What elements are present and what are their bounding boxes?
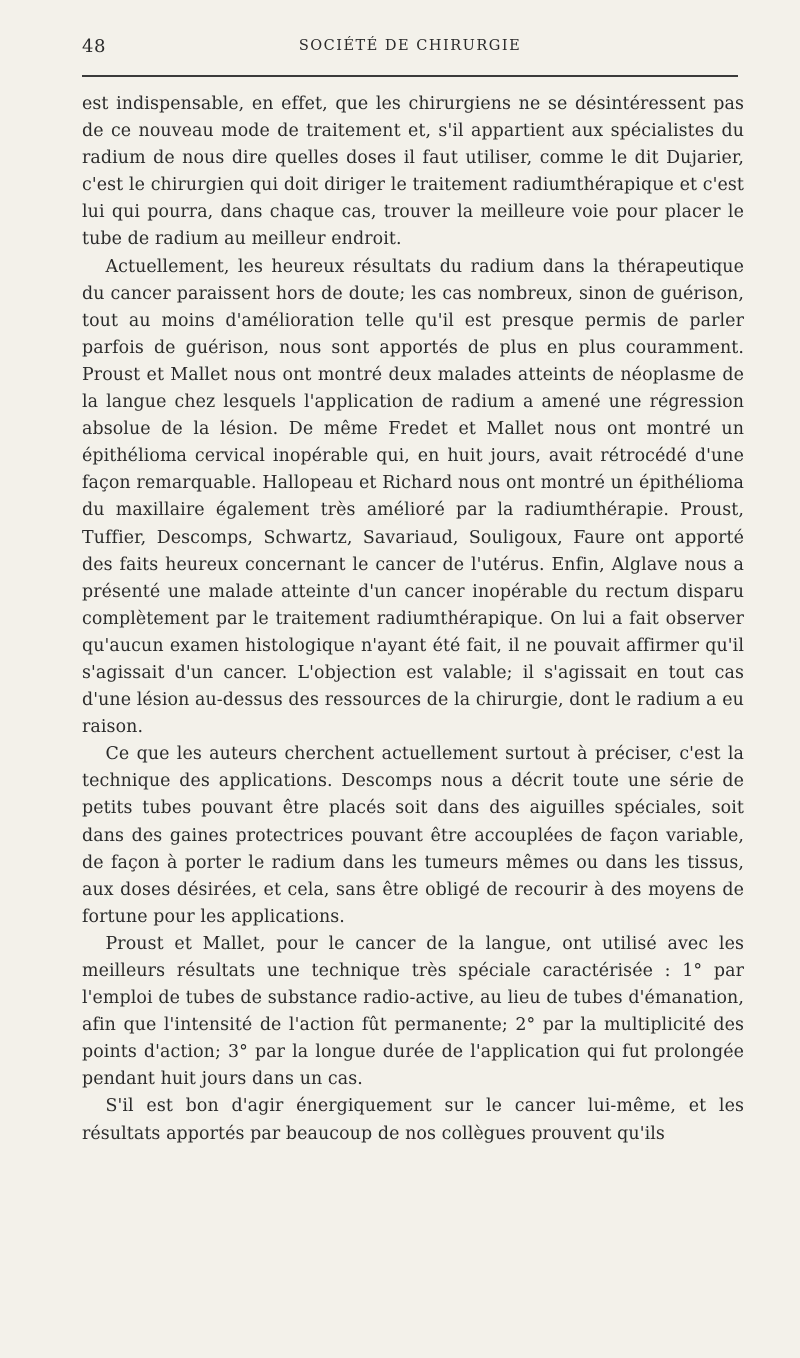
paragraph: Ce que les auteurs cherchent actuellement surtout à préciser, c'est la technique des applications. Descomps nous a décrit toute une série de petits tubes pouvant être placés soit dans des aiguilles spéciales, soit dans des gaines protectrices pouvant être accouplées de façon variable, de façon à porter le radium dans les tumeurs mêmes ou dans les tissus, aux doses désirées, et cela, sans être obligé de recourir à des moyens de fortune pour les applications. (82, 744, 744, 927)
page-header (82, 36, 738, 58)
paragraph: Proust et Mallet, pour le cancer de la langue, ont utilisé avec les meilleurs résultats une technique très spéciale caractérisée : 1° par l'emploi de tubes de substance radio-active, au lieu de tubes d'émanation, afin que l'intensité de l'action fût permanente; 2° par la multiplicité des points d'action; 3° par la longue durée de l'application qui fut prolongée pendant huit jours dans un cas. (82, 933, 744, 1090)
running-title: SOCIÉTÉ DE CHIRURGIE (298, 38, 522, 54)
paragraph: S'il est bon d'agir énergiquement sur le cancer lui-même, et les résultats apportés par beaucoup de nos collègues prouvent qu'ils (82, 1096, 744, 1144)
body-text (82, 91, 744, 1148)
paragraph: Actuellement, les heureux résultats du radium dans la thérapeutique du cancer paraissent hors de doute; les cas nombreux, sinon de guérison, tout au moins d'amélioration telle qu'il est presque permis de parler parfois de guérison, nous sont apportés de plus en plus couramment. Proust et Mallet nous ont montré deux malades atteints de néoplasme de la langue chez lesquels l'application de radium a amené une régression absolue de la lésion. De même Fredet et Mallet nous ont montré un épithélioma cervical inopérable qui, en huit jours, avait rétrocédé d'une façon remarquable. Hallopeau et Richard nous ont montré un épithélioma du maxillaire également très amélioré par la radiumthérapie. Proust, Tuffier, Descomps, Schwartz, Savariaud, Souligoux, Faure ont apporté des faits heureux concernant le cancer de l'utérus. Enfin, Alglave nous a présenté une malade atteinte d'un cancer inopérable du rectum disparu complètement par le traitement radiumthérapique. On lui a fait observer qu'aucun examen histologique n'ayant été fait, il ne pouvait affirmer qu'il s'agissait d'un cancer. L'objection est valable; il s'agissait en tout cas d'une lésion au-dessus des ressources de la chirurgie, dont le radium a eu raison. (82, 256, 744, 738)
page-number: 48 (82, 36, 106, 57)
paragraph-continued: est indispensable, en effet, que les chirurgiens ne se désintéressent pas de ce nouveau mode de traitement et, s'il appartient aux spécialistes du radium de nous dire quelles doses il faut utiliser, comme le dit Dujarier, c'est le chirurgien qui doit diriger le traitement radiumthérapique et c'est lui qui pourra, dans chaque cas, trouver la meilleure voie pour placer le tube de radium au meilleur endroit. (82, 94, 744, 250)
header-rule (82, 75, 738, 77)
